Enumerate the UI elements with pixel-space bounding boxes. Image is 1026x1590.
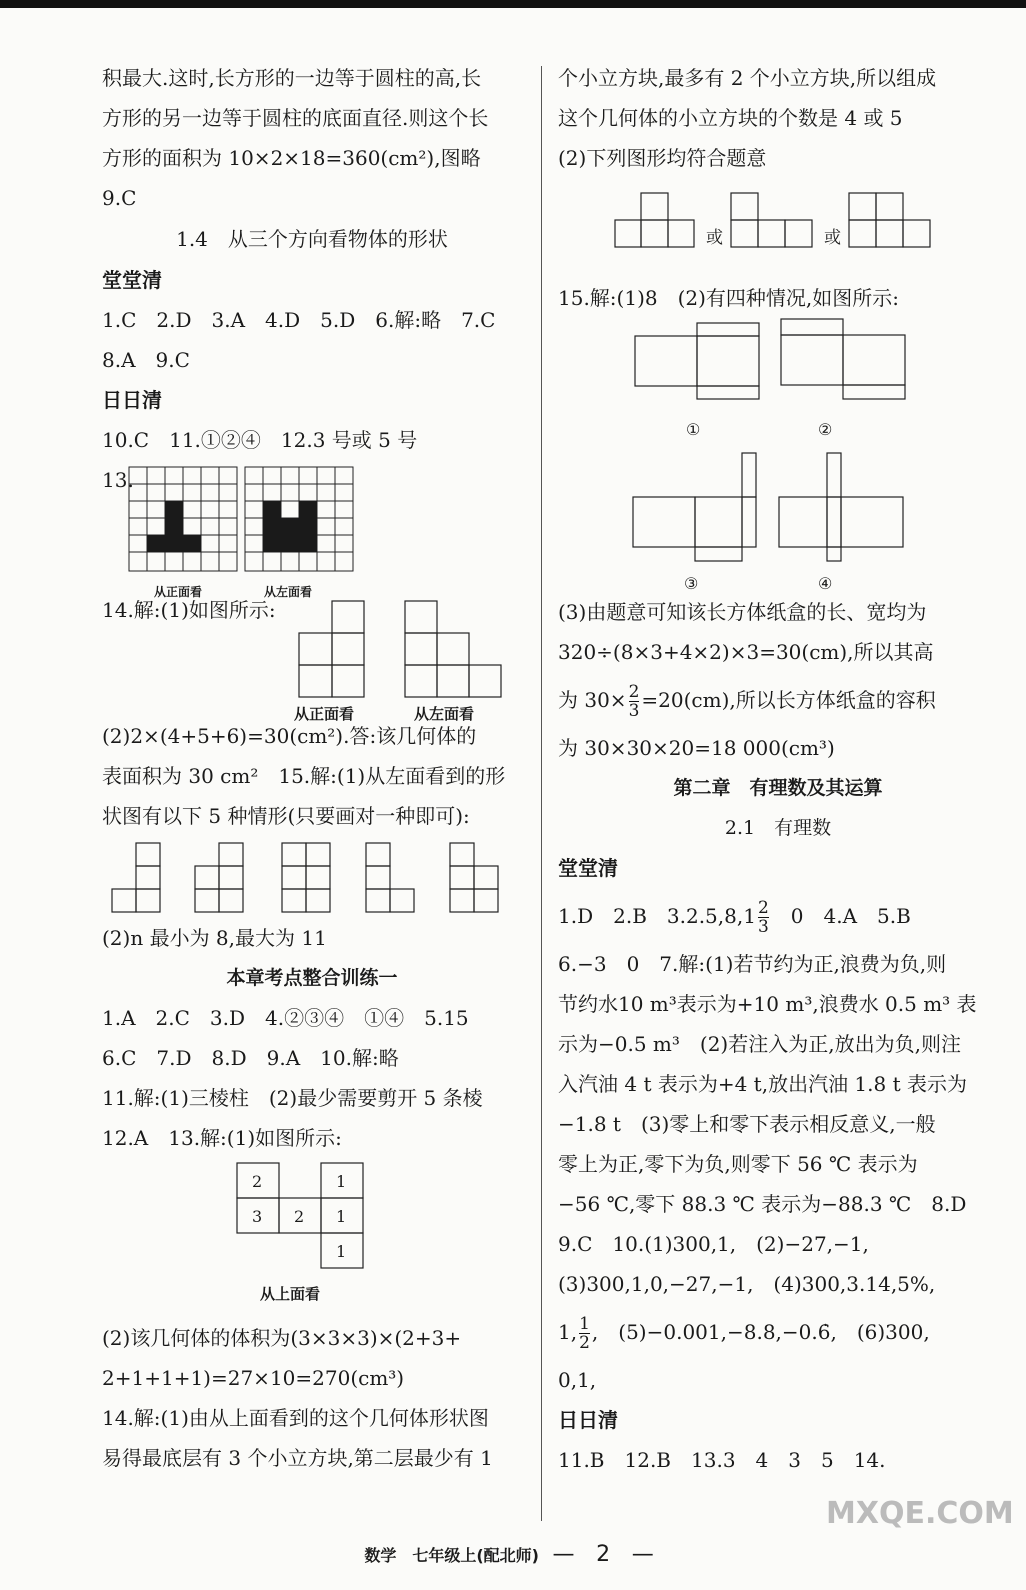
q14-figure	[102, 600, 522, 694]
q13-number: 13.	[102, 468, 134, 492]
page-footer	[0, 1542, 1026, 1567]
top-border	[0, 0, 1026, 8]
fraction-denominator: 3	[628, 701, 640, 721]
q13-top-view	[102, 1158, 522, 1330]
text-line: 示为−0.5 m³ (2)若注入为正,放出为负,则注	[558, 1032, 961, 1056]
page-number: 2	[596, 1542, 611, 1567]
section-heading: 2.1 有理数	[724, 817, 832, 839]
answer-line-fraction	[558, 888, 998, 944]
fraction-numerator: 2	[628, 682, 640, 702]
subsection-label: 堂堂清	[558, 856, 618, 880]
text-part: 1,	[558, 1320, 578, 1344]
left-column	[102, 58, 522, 1478]
net-4	[778, 452, 908, 564]
text-line: 表面积为 30 cm² 15.解:(1)从左面看到的形	[102, 764, 506, 788]
text-line: 状图有以下 5 种情形(只要画对一种即可):	[102, 804, 470, 828]
grid-number: 2	[294, 1207, 305, 1226]
text-line: 个小立方块,最多有 2 个小立方块,所以组成	[558, 66, 937, 90]
text-line: 零上为正,零下为负,则零下 56 ℃ 表示为	[558, 1152, 918, 1176]
q14-captions	[102, 694, 522, 723]
shape-option-2	[730, 192, 814, 252]
text-part: 0 4.A 5.B	[770, 904, 911, 928]
text-part: 为 30×	[558, 688, 627, 712]
text-line: 9.C 10.(1)300,1, (2)−27,−1,	[558, 1232, 869, 1256]
q13-figure	[102, 460, 522, 599]
nets-row-1	[558, 318, 998, 448]
q15-shapes	[102, 836, 522, 918]
section-heading: 1.4 从三个方向看物体的形状	[176, 227, 448, 251]
q14-front-view	[298, 600, 366, 700]
text-part: , (5)−0.001,−8.8,−0.6̇, (6)300,	[591, 1320, 930, 1344]
answer-line: 1.C 2.D 3.A 4.D 5.D 6.解:略 7.C	[102, 308, 496, 332]
q15-five-views	[110, 842, 530, 914]
grid-number: 3	[252, 1207, 263, 1226]
front-view-caption: 从正面看	[154, 585, 203, 599]
net-2	[780, 318, 908, 402]
net-1	[634, 322, 762, 402]
text-line: −1.8 t (3)零上和零下表示相反意义,一般	[558, 1112, 936, 1136]
shape-option-3	[848, 192, 932, 252]
text-line: 2+1+1+1)=27×10=270(cm³)	[102, 1366, 405, 1390]
shape-option-1	[614, 192, 696, 252]
q14-left-caption: 从左面看	[414, 705, 475, 723]
fraction-numerator: 2	[757, 898, 769, 918]
text-line: (2)2×(4+5+6)=30(cm²).答:该几何体的	[102, 724, 477, 748]
footer-subject: 数学 七年级上(配北师)	[364, 1546, 539, 1565]
text-line: (3)由题意可知该长方体纸盒的长、宽均为	[558, 600, 927, 624]
fraction-denominator: 3	[757, 917, 769, 937]
net-number: ④	[818, 574, 833, 593]
text-line: 方形的另一边等于圆柱的底面直径.则这个长	[102, 106, 489, 130]
text-line: 0,1,	[558, 1368, 597, 1392]
grid-number: 1	[336, 1242, 347, 1261]
grid-number: 1	[336, 1172, 347, 1191]
or-label: 或	[824, 228, 841, 248]
text-line: 积最大.这时,长方形的一边等于圆柱的高,长	[102, 66, 482, 90]
text-line: 易得最底层有 3 个小立方块,第二层最少有 1	[102, 1446, 493, 1470]
answer-line: 9.C	[102, 186, 137, 210]
grid-number: 2	[252, 1172, 263, 1191]
text-part: 1.D 2.B 3.2.5,8,1	[558, 904, 756, 928]
text-line: 为 30×30×20=18 000(cm³)	[558, 736, 835, 760]
net-number: ②	[818, 420, 833, 439]
text-part: =20(cm),所以长方体纸盒的容积	[641, 688, 936, 712]
grid-number: 1	[336, 1207, 347, 1226]
right-column	[558, 58, 998, 1480]
fraction	[758, 899, 769, 936]
net-number: ③	[684, 574, 699, 593]
text-line-fraction	[558, 672, 998, 728]
q14-left-view	[404, 600, 504, 700]
text-line-fraction	[558, 1304, 998, 1360]
subsection-label: 日日清	[102, 388, 162, 412]
text-line: (2)n 最小为 8,最大为 11	[102, 926, 327, 950]
q14-front-caption: 从正面看	[294, 705, 355, 723]
text-line: 320÷(8×3+4×2)×3=30(cm),所以其高	[558, 640, 934, 664]
text-line: 6.−3 0 7.解:(1)若节约为正,浪费为负,则	[558, 952, 947, 976]
text-line: (2)该几何体的体积为(3×3×3)×(2+3+	[102, 1326, 462, 1350]
text-line: 这个几何体的小立方块的个数是 4 或 5	[558, 106, 903, 130]
fraction	[579, 1315, 590, 1352]
text-line: 14.解:(1)由从上面看到的这个几何体形状图	[102, 1406, 489, 1430]
net-3	[632, 452, 762, 564]
text-line: (2)下列图形均符合题意	[558, 146, 767, 170]
text-line: 方形的面积为 10×2×18=360(cm²),图略	[102, 146, 481, 170]
answer-line: 8.A 9.C	[102, 348, 190, 372]
left-view-grid	[244, 466, 356, 574]
answer-line: 12.A 13.解:(1)如图所示:	[102, 1126, 342, 1150]
text-line: −56 ℃,零下 88.3 ℃ 表示为−88.3 ℃ 8.D	[558, 1192, 967, 1216]
watermark-logo: MXQE.COM	[826, 1496, 1014, 1531]
text-line: (3)300,1,0,−27,−1, (4)300,3.14,5%,	[558, 1272, 936, 1296]
subsection-label: 日日清	[558, 1408, 618, 1432]
chapter-heading: 第二章 有理数及其运算	[673, 777, 883, 799]
nets-row-2	[558, 452, 998, 592]
answer-line: 10.C 11.①②④ 12.3 号或 5 号	[102, 428, 418, 452]
top-view-caption: 从上面看	[260, 1285, 321, 1303]
net-number: ①	[686, 420, 701, 439]
fraction-numerator: 1	[579, 1314, 590, 1334]
answer-line: 6.C 7.D 8.D 9.A 10.解:略	[102, 1046, 399, 1070]
answer-line: 11.B 12.B 13.3 4 3 5 14.	[558, 1448, 886, 1472]
section-heading: 本章考点整合训练一	[226, 967, 398, 989]
text-line: 节约水10 m³表示为+10 m³,浪费水 0.5 m³ 表	[558, 992, 977, 1016]
front-view-grid	[128, 466, 240, 574]
answer-line: 1.A 2.C 3.D 4.②③④ ①④ 5.15	[102, 1006, 469, 1030]
text-line: 15.解:(1)8 (2)有四种情况,如图所示:	[558, 286, 900, 310]
footer-dash: —	[631, 1542, 654, 1567]
answer-line: 11.解:(1)三棱柱 (2)最少需要剪开 5 条棱	[102, 1086, 483, 1110]
or-label: 或	[706, 228, 723, 248]
fraction-denominator: 2	[579, 1333, 590, 1353]
fraction	[629, 683, 640, 720]
q14-top-shapes	[558, 178, 998, 278]
footer-dash: —	[552, 1542, 575, 1567]
column-divider	[541, 66, 542, 1521]
text-line: 入汽油 4 t 表示为+4 t,放出汽油 1.8 t 表示为	[558, 1072, 967, 1096]
subsection-label: 堂堂清	[102, 268, 162, 292]
left-view-caption: 从左面看	[264, 585, 313, 599]
text-line: 14.解:(1)如图所示:	[102, 598, 276, 622]
